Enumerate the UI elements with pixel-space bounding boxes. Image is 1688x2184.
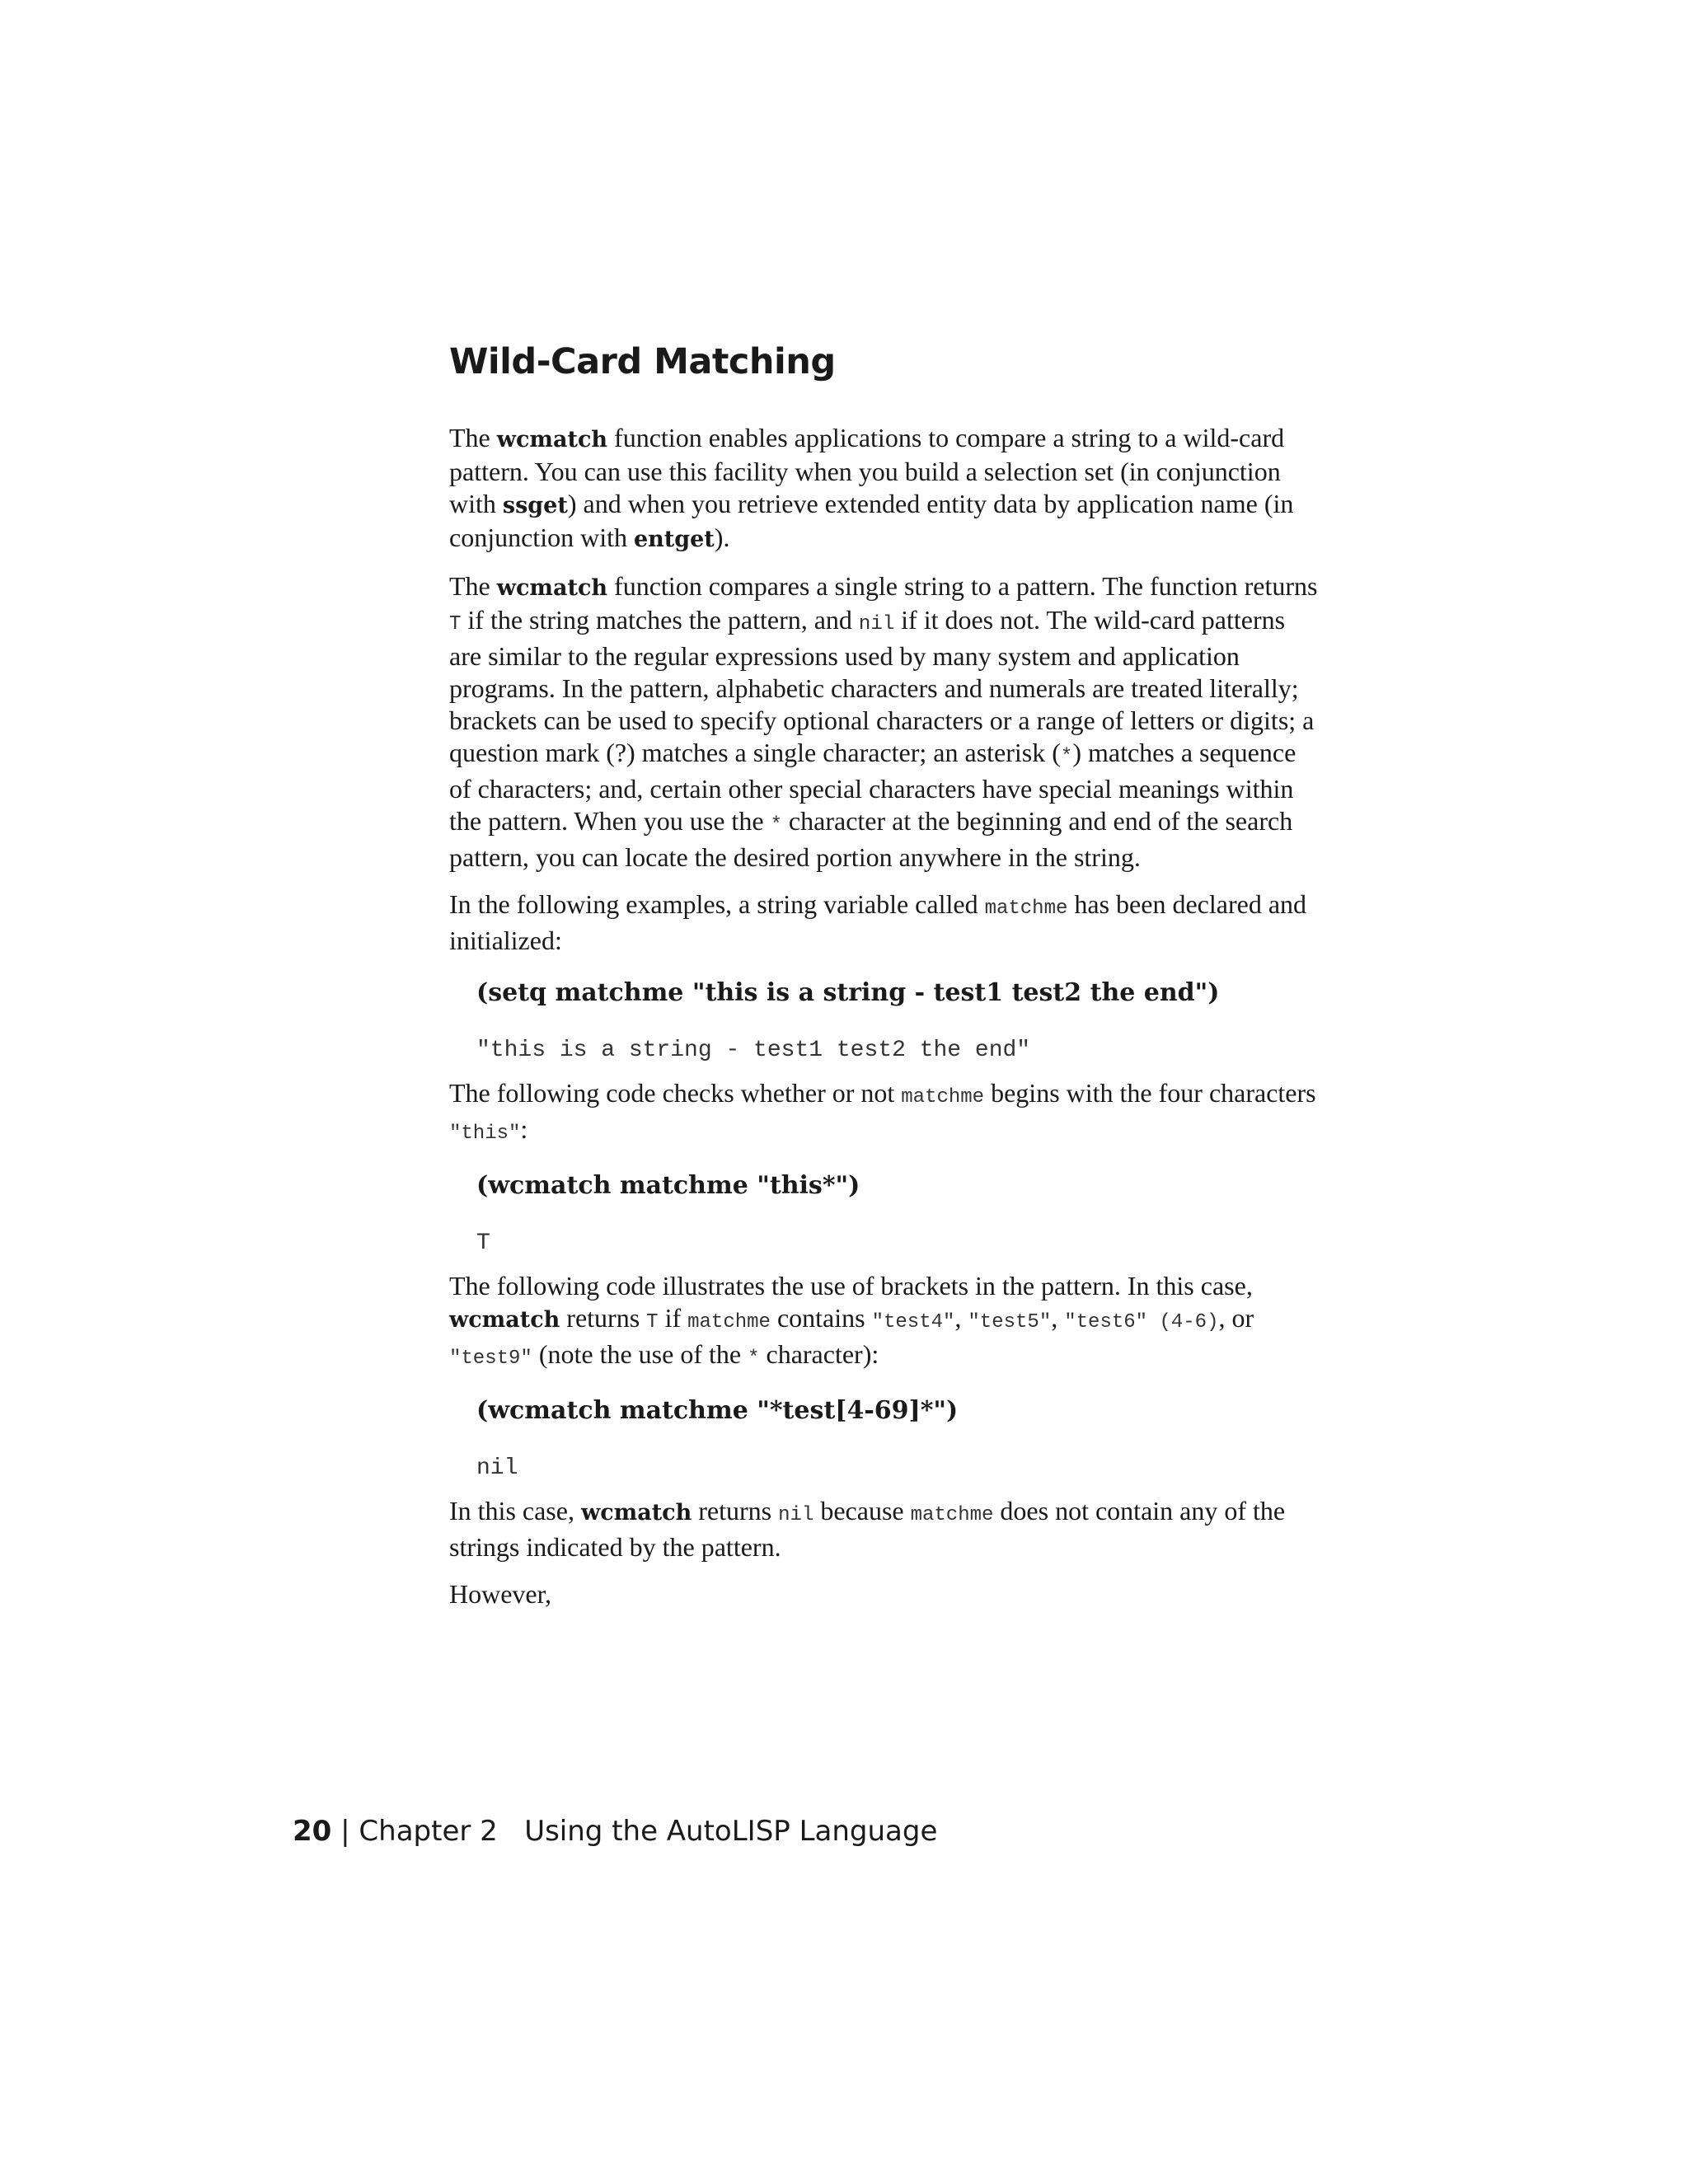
function-name: wcmatch	[580, 1499, 692, 1526]
section-heading: Wild-Card Matching	[449, 341, 836, 382]
page-content	[449, 341, 1323, 1625]
page-number: 20	[293, 1815, 332, 1848]
function-name: entget	[633, 526, 715, 552]
inline-code: "test6" (4-6)	[1064, 1310, 1219, 1333]
inline-code: "this"	[449, 1122, 521, 1145]
chapter-title: Using the AutoLISP Language	[497, 1815, 938, 1848]
examples-intro-paragraph: In the following examples, a string variable called matchme has been declared and initialized:	[449, 888, 1307, 955]
inline-code: *	[770, 813, 782, 837]
code-example-input: (wcmatch matchme "*test[4-69]*")	[476, 1395, 959, 1425]
inline-code: T	[646, 1310, 659, 1333]
however-paragraph: However,	[449, 1578, 551, 1609]
code-example-output: nil	[476, 1455, 518, 1481]
inline-code: "test4"	[871, 1310, 955, 1333]
inline-code: matchme	[687, 1310, 771, 1333]
page-footer	[293, 1815, 937, 1848]
check-paragraph: The following code checks whether or not matchme begins with the four characters "this":	[449, 1077, 1316, 1145]
code-example-input: (wcmatch matchme "this*")	[476, 1170, 860, 1200]
result-paragraph: In this case, wcmatch returns nil because matchme does not contain any of the strings indicated by the pattern.	[449, 1495, 1286, 1562]
inline-code: matchme	[984, 897, 1068, 920]
function-name: ssget	[502, 492, 568, 518]
inline-code: nil	[858, 612, 895, 635]
brackets-paragraph: The following code illustrates the use of brackets in the pattern. In this case, wcmatch returns T if matchme contains "test4", "test5", "test6" (4-6), or "test9" (note the use of the * character):	[449, 1270, 1254, 1370]
inline-code: T	[449, 612, 462, 635]
code-example-output: "this is a string - test1 test2 the end"	[476, 1037, 1031, 1063]
function-name: wcmatch	[496, 426, 608, 452]
inline-code: nil	[778, 1503, 814, 1526]
code-example-input: (setq matchme "this is a string - test1 test2 the end")	[476, 977, 1220, 1007]
code-example-output: T	[476, 1230, 490, 1256]
intro-paragraph: The wcmatch function enables applications to compare a string to a wild-card pattern. You can use this facility when you build a selection set (in conjunction with ssget) and when you retrieve extended entity data by application name (in conjunction with entget).	[449, 422, 1294, 552]
chapter-label: Chapter 2	[359, 1815, 498, 1848]
description-paragraph: The wcmatch function compares a single string to a pattern. The function returns T if the string matches the pattern, and nil if it does not. The wild-card patterns are similar to the regular expressions used by many system and application programs. In the pattern, alphabetic characters and numerals are treated literally; brackets can be used to specify optional characters or a range of letters or digits; a question mark (?) matches a single character; an asterisk (*) matches a sequence of characters; and, certain other special characters have special meanings within the pattern. When you use the * character at the beginning and end of the search pattern, you can locate the desired portion anywhere in the string.	[449, 570, 1318, 872]
inline-code: "test5"	[968, 1310, 1052, 1333]
inline-code: matchme	[901, 1085, 985, 1108]
function-name: wcmatch	[449, 1306, 560, 1333]
function-name: wcmatch	[496, 574, 608, 601]
inline-code: *	[748, 1347, 760, 1370]
footer-separator: |	[331, 1815, 359, 1848]
inline-code: *	[1060, 745, 1073, 768]
inline-code: "test9"	[449, 1347, 532, 1370]
inline-code: matchme	[910, 1503, 994, 1526]
